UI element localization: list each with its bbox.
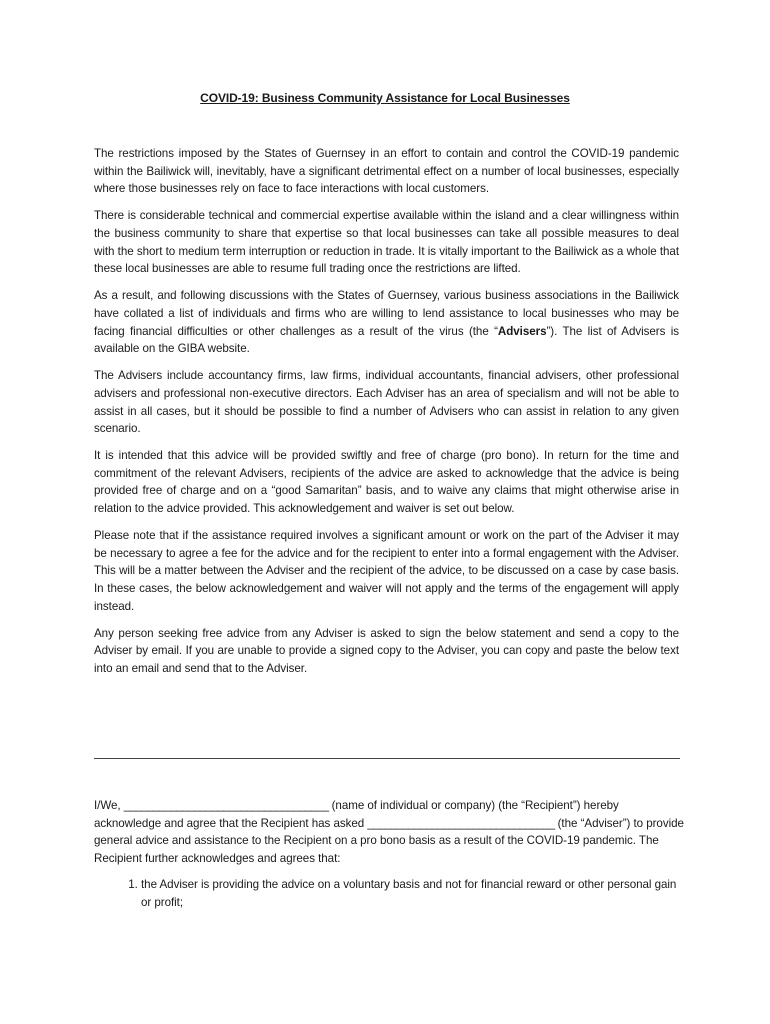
acknowledgement-statement [94,797,684,867]
acknowledgement-section [94,797,684,912]
recipient-name-blank[interactable]: ___________________________________ [123,799,329,812]
paragraph-advisers-list-start: As a result, and following discussions with the States of Guernsey, various business associations in the Bailiwick have collated a list of individuals and firms who are willing to lend assistance to local businesses who may be facing financial difficulties or other challenges as a result of the virus (the “ [94,289,679,338]
paragraph-fee-note: Please note that if the assistance required involves a significant amount or work on the part of the Adviser it may be necessary to agree a fee for the advice and for the recipient to enter into a formal engagement with the Adviser. This will be a matter between the Adviser and the recipient of the advice, to be discussed on a case by case basis. In these cases, the below acknowledgement and waiver will not apply and the terms of the engagement will apply instead. [94,529,679,613]
paragraph-pro-bono: It is intended that this advice will be provided swiftly and free of charge (pro bono). In return for the time and commitment of the relevant Advisers, recipients of the advice are asked to acknowledge that the advice is being provided free of charge and on a “good Samaritan” basis, and to waive any claims that might otherwise arise in relation to the advice provided. This acknowledgement and waiver is set out below. [94,449,679,516]
acknowledgement-list [94,876,684,911]
body-section [94,145,679,687]
paragraph-adviser-types: The Advisers include accountancy firms, law firms, individual accountants, financial advisers, other professional advisers and professional non-executive directors. Each Adviser has an area of specialism and will not be able to assist in all cases, but it should be possible to find a number of Advisers who can assist in relation to any given scenario. [94,369,679,436]
document-title: COVID-19: Business Community Assistance for Local Businesses [200,91,570,105]
paragraph-advisers-list-end: ”). The list of Advisers is available on the GIBA website. [94,324,679,356]
advisers-defined-term: Advisers [497,324,547,338]
list-item: 1. the Adviser is providing the advice on a voluntary basis and not for financial reward or other personal gain or profit; [141,876,684,911]
paragraph-sign-instructions: Any person seeking free advice from any Adviser is asked to sign the below statement and send a copy to the Adviser by email. If you are unable to provide a signed copy to the Adviser, you can copy and paste the below text into an email and send that to the Adviser. [94,626,679,675]
ack-middle: (name of individual or company) (the “Recipient”) hereby acknowledge and agree that the Recipient has asked [94,799,619,830]
paragraph-advisers-list [94,287,679,357]
section-divider [94,758,680,759]
paragraph-expertise: There is considerable technical and commercial expertise available within the island and a clear willingness within the business community to share that expertise so that local businesses can take all possible measures to deal with the short to medium term interruption or reduction in trade. It is vitally important to the Bailiwick as a whole that these local businesses are able to resume full trading once the restrictions are lifted. [94,209,679,276]
ack-prefix: I/We, [94,799,124,812]
ack-suffix: (the “Adviser”) to provide general advice and assistance to the Recipient on a pro bono basis as a result of the COVID-19 pandemic. The Recipient further acknowledges and agrees that: [94,816,684,865]
paragraph-restrictions: The restrictions imposed by the States of Guernsey in an effort to contain and control the COVID-19 pandemic within the Bailiwick will, inevitably, have a significant detrimental effect on a number of local businesses, especially where those businesses rely on face to face interactions with local customers. [94,147,679,196]
adviser-name-blank[interactable]: ________________________________ [367,816,555,830]
